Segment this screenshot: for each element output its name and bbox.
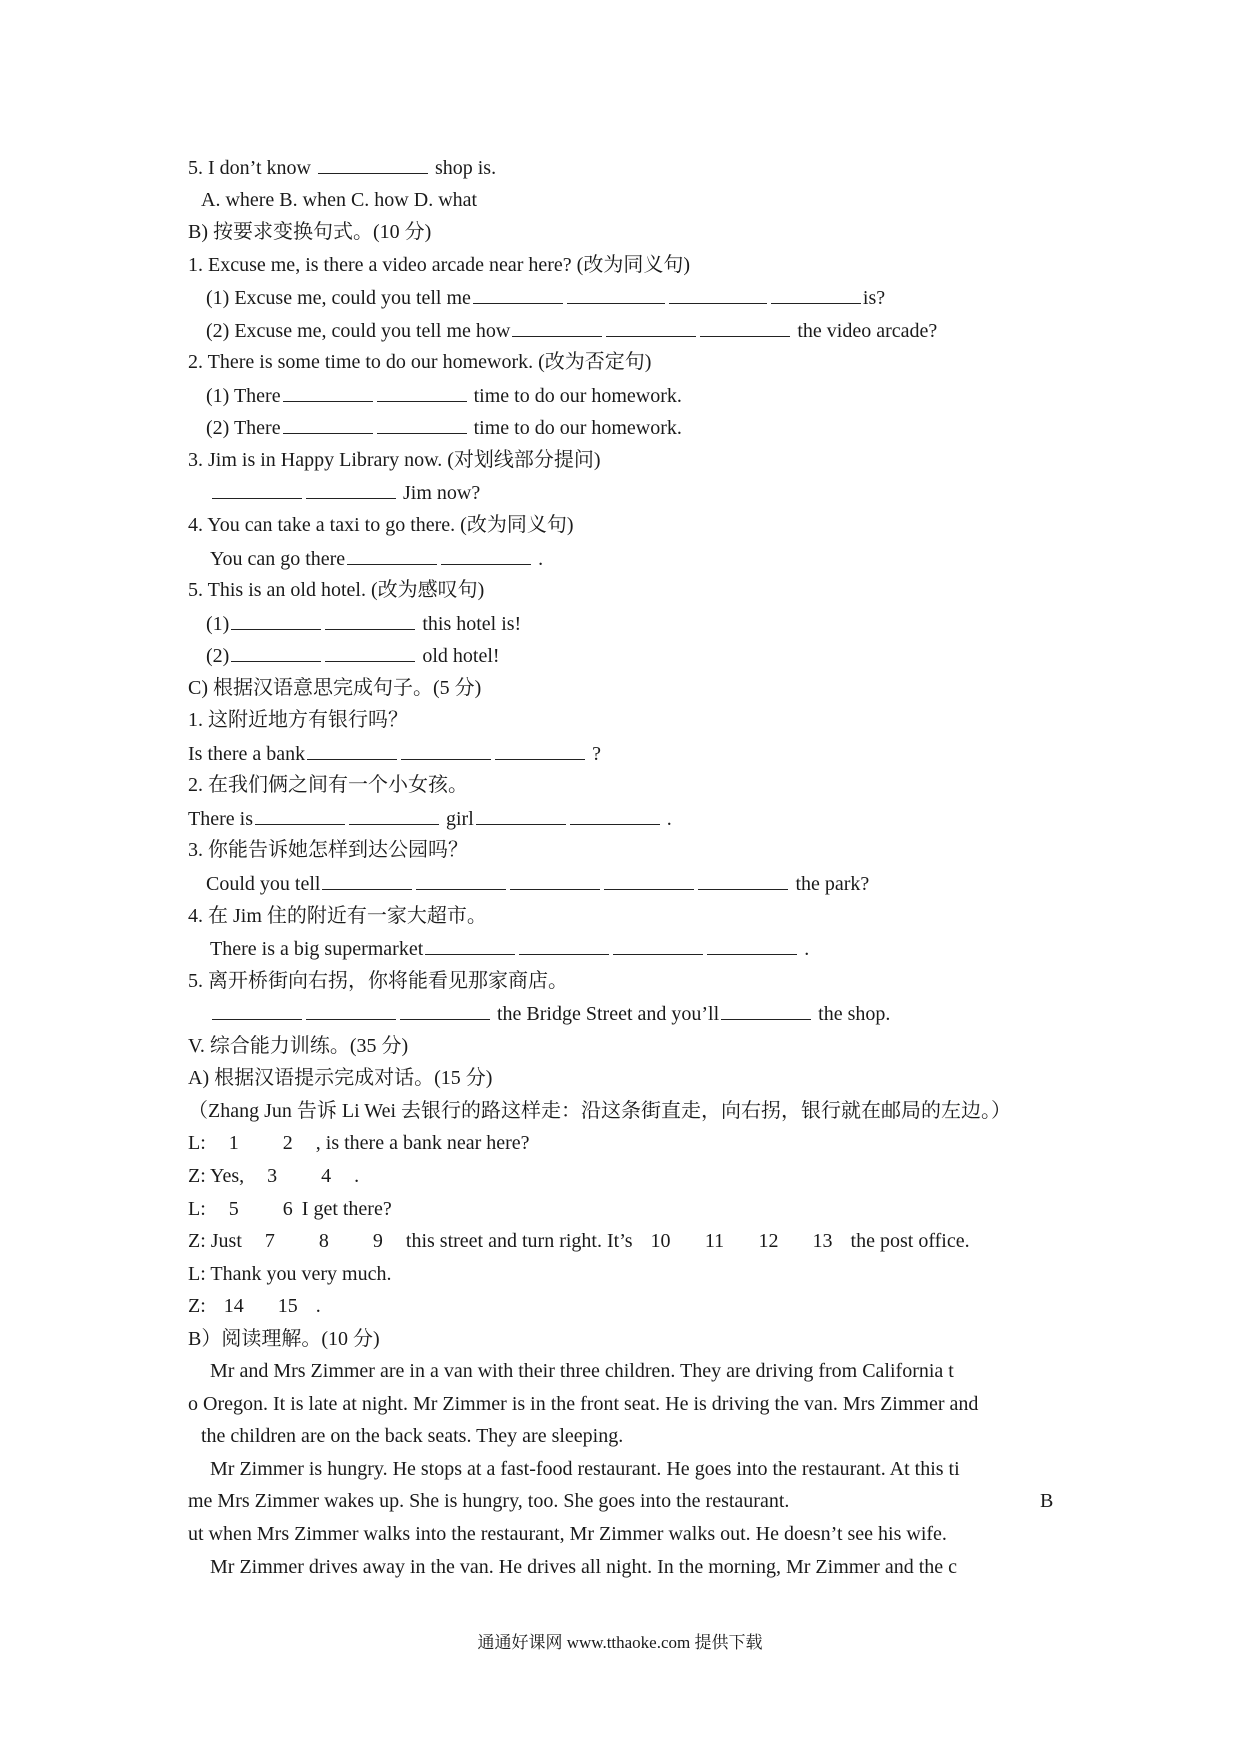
answer-blank[interactable] bbox=[318, 151, 428, 174]
answer-blank[interactable] bbox=[495, 737, 585, 760]
blank-number[interactable]: 15 bbox=[277, 1295, 298, 1318]
answer-blank[interactable] bbox=[349, 802, 439, 825]
item-text: the Bridge Street and you’ll bbox=[492, 1003, 720, 1026]
item-text: old hotel! bbox=[417, 645, 500, 668]
c-item-5-answer-line bbox=[188, 997, 1068, 1030]
item-text: . bbox=[799, 938, 810, 961]
section-heading-text: C) 根据汉语意思完成句子。(5 分) bbox=[188, 676, 482, 699]
speaker-label: Z: bbox=[188, 1295, 206, 1318]
item-text: time to do our homework. bbox=[468, 417, 682, 440]
answer-blank[interactable] bbox=[416, 867, 506, 890]
passage-text: me Mrs Zimmer wakes up. She is hungry, too. She goes into the restaurant. bbox=[188, 1490, 790, 1513]
passage-text: the children are on the back seats. They are sleeping. bbox=[201, 1425, 624, 1448]
section-heading-text: B）阅读理解。(10 分) bbox=[188, 1327, 380, 1350]
answer-blank[interactable] bbox=[425, 932, 515, 955]
section-reading-heading bbox=[188, 1323, 1068, 1356]
item-text: 5. 离开桥街向右拐，你将能看见那家商店。 bbox=[188, 969, 568, 992]
item-text: Jim now? bbox=[398, 482, 481, 505]
item-text: 2. 在我们俩之间有一个小女孩。 bbox=[188, 774, 468, 797]
answer-blank[interactable] bbox=[322, 867, 412, 890]
section-heading-text: A) 根据汉语提示完成对话。(15 分) bbox=[188, 1067, 493, 1090]
blank-number[interactable]: 6 bbox=[282, 1197, 293, 1220]
dialogue-text: this street and turn right. It’s bbox=[405, 1230, 633, 1253]
blank-number[interactable]: 7 bbox=[264, 1230, 275, 1253]
dialogue-text: the post office. bbox=[850, 1230, 970, 1253]
question-text: shop is. bbox=[429, 157, 497, 179]
answer-blank[interactable] bbox=[519, 932, 609, 955]
answer-blank[interactable] bbox=[283, 379, 373, 402]
answer-blank[interactable] bbox=[721, 997, 811, 1020]
answer-blank[interactable] bbox=[604, 867, 694, 890]
passage-line bbox=[188, 1453, 1068, 1486]
answer-blank[interactable] bbox=[606, 314, 696, 337]
answer-blank[interactable] bbox=[473, 281, 563, 304]
passage-text: Mr Zimmer drives away in the van. He drives all night. In the morning, Mr Zimmer and the c bbox=[210, 1555, 958, 1578]
dialogue-text: I get there? bbox=[301, 1197, 392, 1220]
dialogue-line-6 bbox=[188, 1290, 1068, 1323]
item-text: Could you tell bbox=[206, 873, 321, 896]
dialogue-line-5 bbox=[188, 1258, 1068, 1291]
answer-blank[interactable] bbox=[255, 802, 345, 825]
item-text: . bbox=[661, 807, 672, 830]
item-1-1-line bbox=[188, 281, 1068, 314]
section-v-heading bbox=[188, 1030, 1068, 1063]
blank-number[interactable]: 2 bbox=[282, 1132, 293, 1155]
item-text: 1. 这附近地方有银行吗？ bbox=[188, 709, 408, 732]
passage-line bbox=[188, 1355, 1068, 1388]
item-5-1-line bbox=[188, 607, 1068, 640]
c-item-5-line bbox=[188, 965, 1068, 998]
c-item-3-line bbox=[188, 834, 1068, 867]
passage-line bbox=[188, 1518, 1068, 1551]
item-text: 3. 你能告诉她怎样到达公园吗？ bbox=[188, 839, 468, 862]
item-text: (1) bbox=[206, 612, 230, 635]
item-text: girl bbox=[440, 807, 474, 830]
c-item-1-line bbox=[188, 704, 1068, 737]
blank-number[interactable]: 4 bbox=[321, 1164, 332, 1187]
item-text: 1. Excuse me, is there a video arcade near here? (改为同义句) bbox=[188, 253, 691, 276]
passage-text: Mr and Mrs Zimmer are in a van with their three children. They are driving from California t bbox=[210, 1360, 954, 1383]
answer-blank[interactable] bbox=[400, 997, 490, 1020]
item-4-answer-line bbox=[188, 542, 1068, 575]
blank-number[interactable]: 5 bbox=[228, 1197, 239, 1220]
section-heading-text: V. 综合能力训练。(35 分) bbox=[188, 1034, 409, 1057]
dialogue-text: . bbox=[354, 1164, 360, 1187]
item-text: 5. This is an old hotel. (改为感叹句) bbox=[188, 579, 485, 602]
item-1-2-line bbox=[188, 314, 1068, 347]
section-a-heading bbox=[188, 1062, 1068, 1095]
answer-blank[interactable] bbox=[347, 542, 437, 565]
answer-blank[interactable] bbox=[325, 639, 415, 662]
item-2-line bbox=[188, 346, 1068, 379]
item-text: is? bbox=[862, 287, 886, 310]
passage-line bbox=[188, 1388, 1068, 1421]
item-4-line bbox=[188, 509, 1068, 542]
answer-blank[interactable] bbox=[231, 639, 321, 662]
item-text: the shop. bbox=[813, 1003, 891, 1026]
passage-text: B bbox=[1040, 1490, 1054, 1513]
passage-text: Mr Zimmer is hungry. He stops at a fast-food restaurant. He goes into the restaurant. At this ti bbox=[210, 1457, 960, 1480]
c-item-3-answer-line bbox=[188, 867, 1068, 900]
blank-number[interactable]: 3 bbox=[267, 1164, 278, 1187]
answer-blank[interactable] bbox=[377, 411, 467, 434]
item-3-line bbox=[188, 444, 1068, 477]
item-text: 4. 在 Jim 住的附近有一家大超市。 bbox=[188, 904, 487, 927]
answer-blank[interactable] bbox=[510, 867, 600, 890]
answer-blank[interactable] bbox=[700, 314, 790, 337]
c-item-1-answer-line bbox=[188, 737, 1068, 770]
item-text: (1) There bbox=[206, 384, 281, 407]
dialogue-text: L: Thank you very much. bbox=[188, 1262, 392, 1285]
answer-blank[interactable] bbox=[669, 281, 767, 304]
item-text: Is there a bank bbox=[188, 742, 306, 765]
item-text: this hotel is! bbox=[417, 612, 522, 635]
dialogue-line-4 bbox=[188, 1225, 1068, 1258]
dialogue-text: . bbox=[315, 1295, 321, 1318]
answer-blank[interactable] bbox=[306, 997, 396, 1020]
item-5-2-line bbox=[188, 639, 1068, 672]
answer-blank[interactable] bbox=[698, 867, 788, 890]
item-text: There is bbox=[188, 807, 253, 830]
dialogue-line-3 bbox=[188, 1193, 1068, 1226]
item-2-1-line bbox=[188, 379, 1068, 412]
item-text: the park? bbox=[790, 873, 870, 896]
speaker-label: Z: Just bbox=[188, 1230, 242, 1253]
answer-blank[interactable] bbox=[512, 314, 602, 337]
choices-text: A. where B. when C. how D. what bbox=[201, 188, 478, 211]
answer-blank[interactable] bbox=[212, 476, 302, 499]
item-text: (1) Excuse me, could you tell me bbox=[206, 287, 471, 310]
answer-blank[interactable] bbox=[325, 607, 415, 630]
item-text: (2) There bbox=[206, 417, 281, 440]
item-text: . bbox=[533, 547, 544, 570]
passage-line bbox=[188, 1551, 1068, 1584]
c-item-2-line bbox=[188, 769, 1068, 802]
item-5-line bbox=[188, 574, 1068, 607]
item-text: You can go there bbox=[210, 547, 346, 570]
blank-number[interactable]: 12 bbox=[758, 1230, 779, 1253]
dialogue-text: , is there a bank near here? bbox=[315, 1132, 530, 1155]
speaker-label: Z: Yes, bbox=[188, 1164, 245, 1187]
dialogue-line-2 bbox=[188, 1160, 1068, 1193]
item-text: (2) Excuse me, could you tell me how bbox=[206, 319, 511, 342]
passage-line bbox=[188, 1485, 1068, 1518]
passage-text: o Oregon. It is late at night. Mr Zimmer is in the front seat. He is driving the van. Mrs Zimmer and bbox=[188, 1392, 979, 1415]
item-text: (2) bbox=[206, 645, 230, 668]
blank-number[interactable]: 11 bbox=[704, 1230, 725, 1253]
section-heading-text: B) 按要求变换句式。(10 分) bbox=[188, 221, 432, 244]
item-text: 2. There is some time to do our homework. (改为否定句) bbox=[188, 351, 652, 374]
page-footer: 通通好课网 www.tthaoke.com 提供下载 bbox=[477, 1633, 763, 1652]
blank-number[interactable]: 8 bbox=[318, 1230, 329, 1253]
blank-number[interactable]: 13 bbox=[812, 1230, 833, 1253]
blank-number[interactable]: 14 bbox=[223, 1295, 244, 1318]
exercise-content bbox=[188, 151, 1068, 1583]
answer-blank[interactable] bbox=[567, 281, 665, 304]
answer-blank[interactable] bbox=[212, 997, 302, 1020]
section-c-heading bbox=[188, 672, 1068, 705]
answer-blank[interactable] bbox=[476, 802, 566, 825]
blank-number[interactable]: 10 bbox=[650, 1230, 671, 1253]
item-text: time to do our homework. bbox=[468, 384, 682, 407]
item-text: the video arcade? bbox=[792, 319, 938, 342]
answer-blank[interactable] bbox=[441, 542, 531, 565]
speaker-label: L: bbox=[188, 1197, 206, 1220]
question-text: 5. I don’t know bbox=[188, 157, 316, 179]
c-item-4-line bbox=[188, 900, 1068, 933]
hint-text: （Zhang Jun 告诉 Li Wei 去银行的路这样走：沿这条街直走，向右拐，银行就在邮局的左边。） bbox=[188, 1099, 1011, 1122]
item-text: 3. Jim is in Happy Library now. (对划线部分提问) bbox=[188, 448, 601, 471]
passage-line bbox=[188, 1420, 1068, 1453]
item-1-line bbox=[188, 249, 1068, 282]
choices-line bbox=[188, 184, 1068, 217]
item-text: There is a big supermarket bbox=[210, 938, 424, 961]
section-b-heading bbox=[188, 216, 1068, 249]
answer-blank[interactable] bbox=[306, 476, 396, 499]
answer-blank[interactable] bbox=[377, 379, 467, 402]
answer-blank[interactable] bbox=[307, 737, 397, 760]
blank-number[interactable]: 1 bbox=[228, 1132, 239, 1155]
blank-number[interactable]: 9 bbox=[372, 1230, 383, 1253]
answer-blank[interactable] bbox=[283, 411, 373, 434]
dialogue-hint bbox=[188, 1095, 1068, 1128]
answer-blank[interactable] bbox=[771, 281, 861, 304]
answer-blank[interactable] bbox=[401, 737, 491, 760]
answer-blank[interactable] bbox=[707, 932, 797, 955]
speaker-label: L: bbox=[188, 1132, 206, 1155]
answer-blank[interactable] bbox=[613, 932, 703, 955]
answer-blank[interactable] bbox=[570, 802, 660, 825]
c-item-4-answer-line bbox=[188, 932, 1068, 965]
item-3-answer-line bbox=[188, 476, 1068, 509]
answer-blank[interactable] bbox=[231, 607, 321, 630]
item-2-2-line bbox=[188, 411, 1068, 444]
item-text: ? bbox=[587, 742, 602, 765]
c-item-2-answer-line bbox=[188, 802, 1068, 835]
question-5-line bbox=[188, 151, 1068, 184]
item-text: 4. You can take a taxi to go there. (改为同义句) bbox=[188, 514, 574, 537]
dialogue-line-1 bbox=[188, 1127, 1068, 1160]
passage-text: ut when Mrs Zimmer walks into the restaurant, Mr Zimmer walks out. He doesn’t see his wife. bbox=[188, 1522, 947, 1545]
